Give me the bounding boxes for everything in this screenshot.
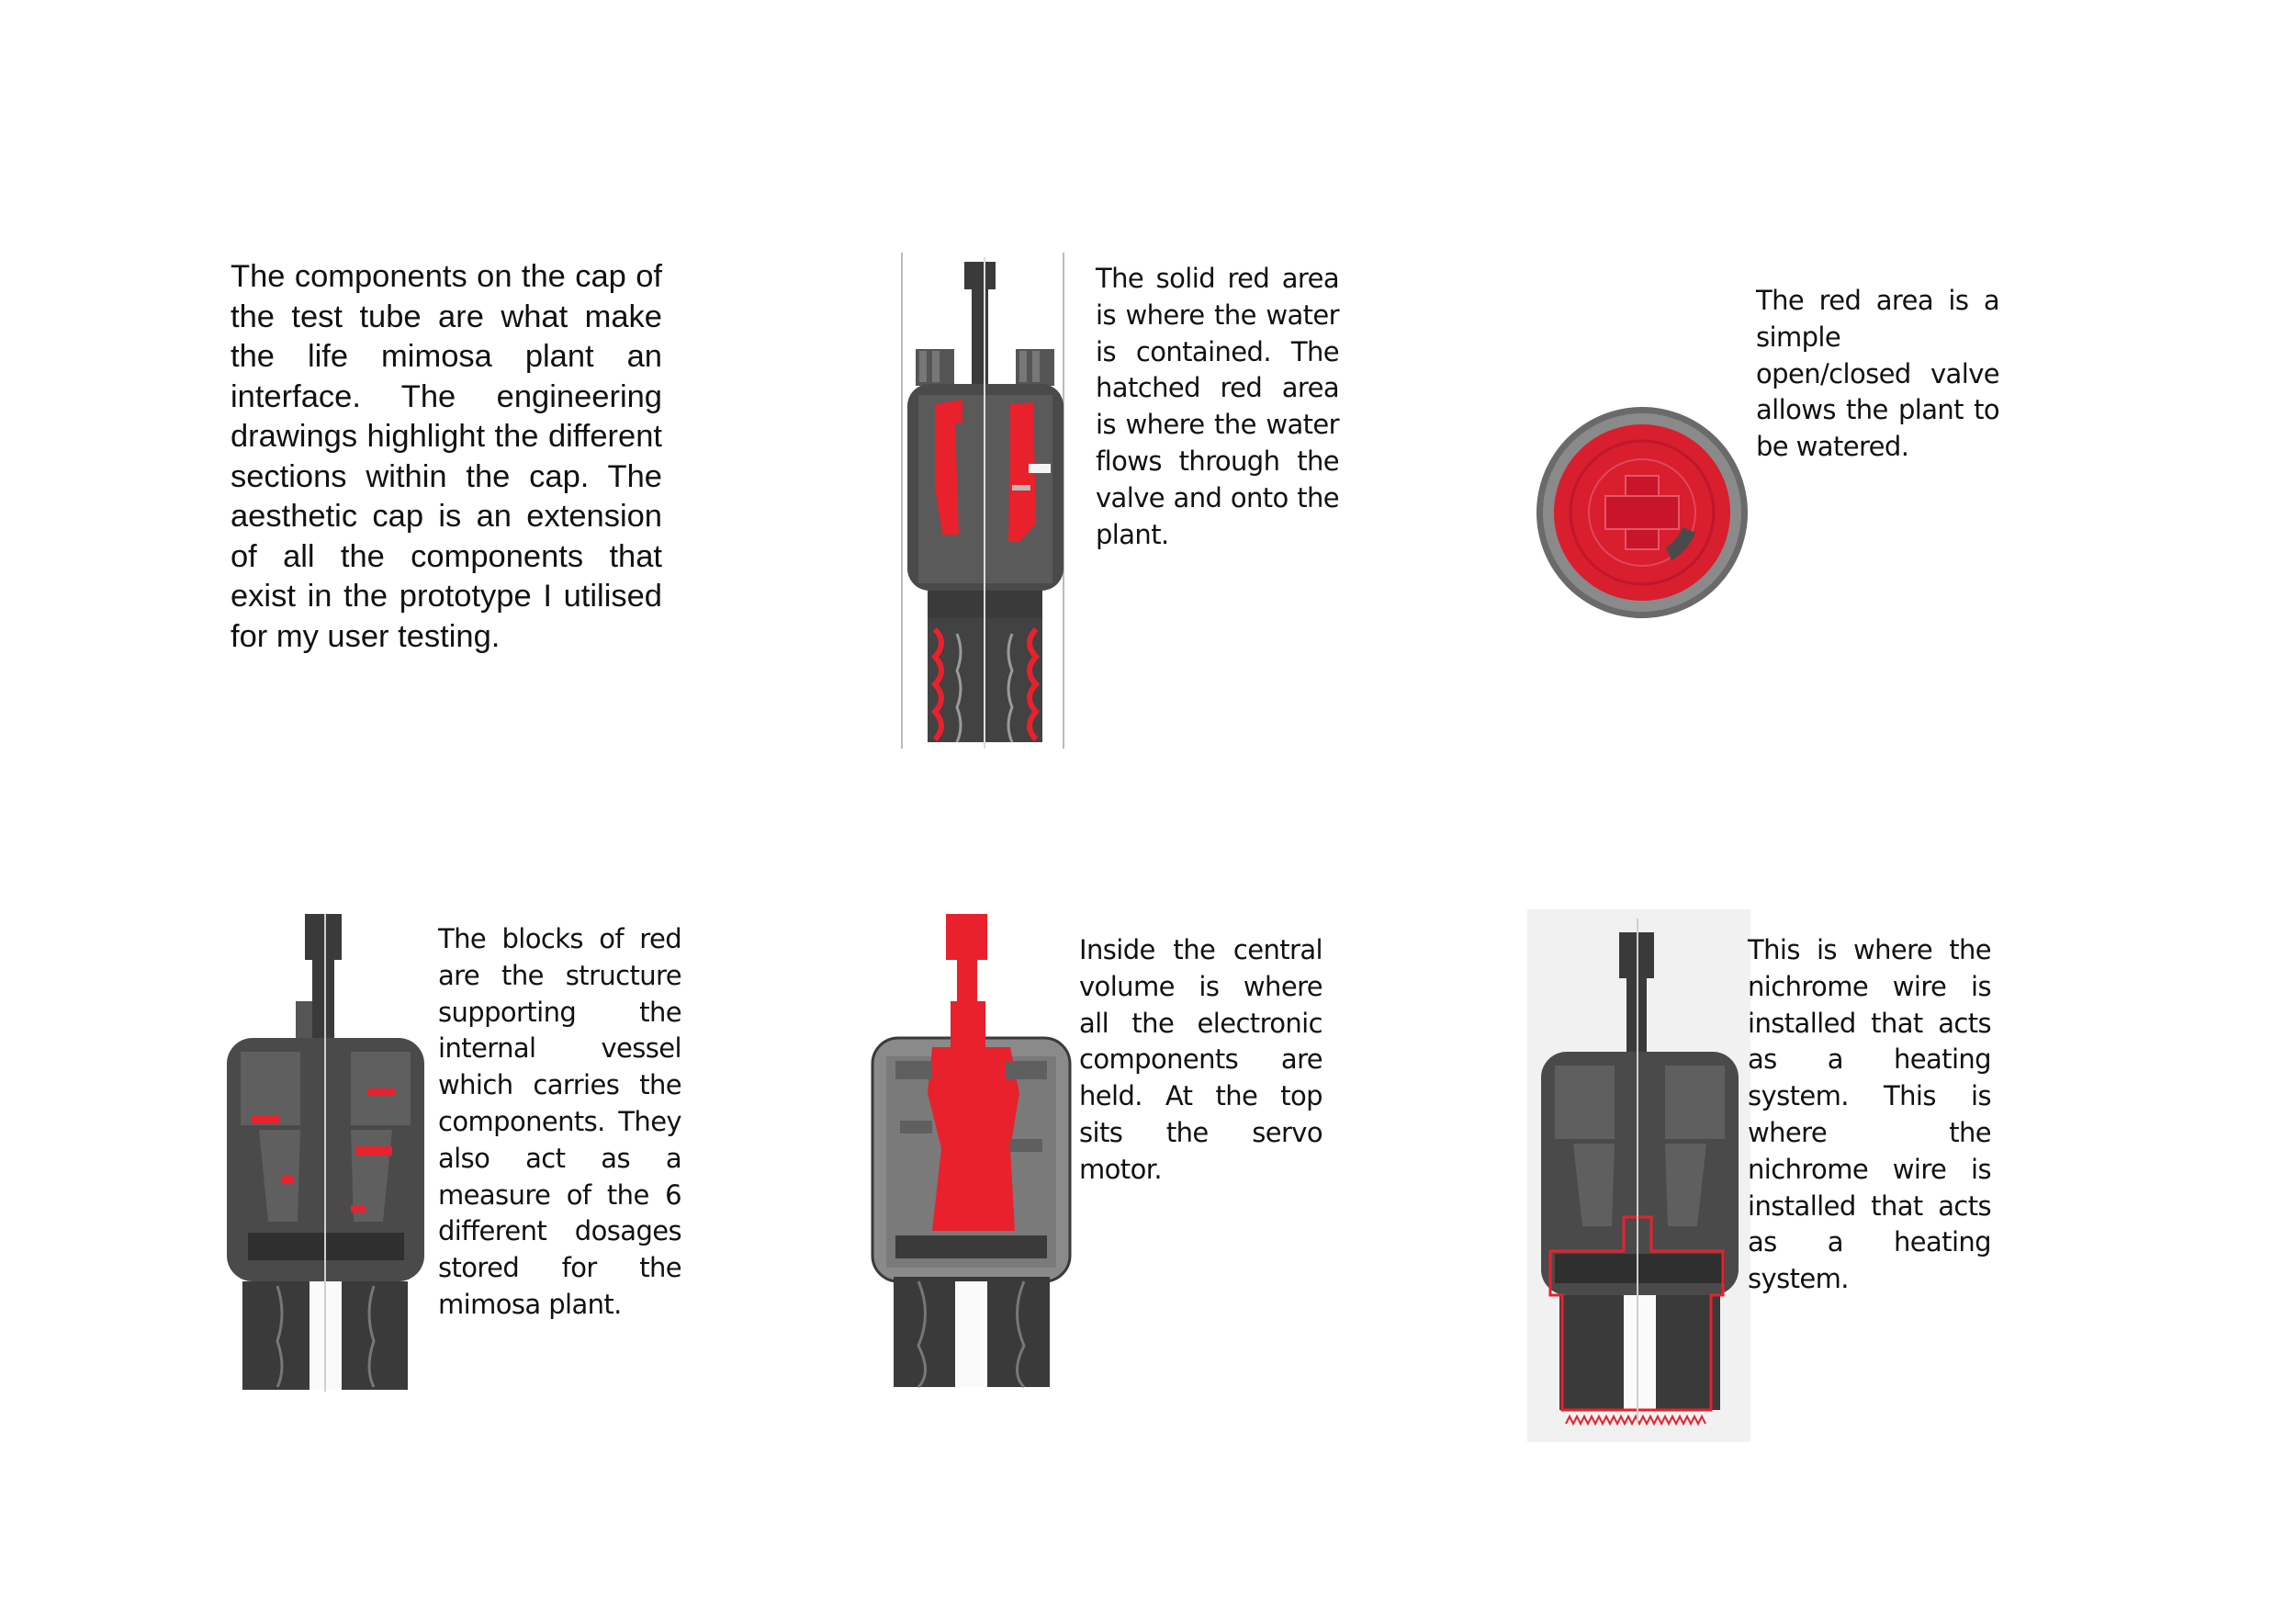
nichrome-heater-section-drawing bbox=[1527, 909, 1750, 1442]
water-reservoir-section-drawing bbox=[891, 248, 1075, 762]
electronics-caption: Inside the central volume is where all the electronic components are held. At the top sits the servo motor. bbox=[1079, 934, 1322, 1185]
valve-caption: The red area is a simple open/closed valve allows the plant to be watered. bbox=[1756, 285, 1999, 463]
electronics-volume-section-drawing bbox=[868, 909, 1075, 1396]
structure-caption: The blocks of red are the structure supporting the internal vessel which carries the components. They also act as a measure of the 6 different dosages stored for the mimosa plant. bbox=[438, 923, 681, 1320]
nichrome-caption: This is where the nichrome wire is installed that acts as a heating system. This is where the nichrome wire is installed that acts as a heating system. bbox=[1748, 934, 1991, 1295]
valve-top-view-drawing bbox=[1534, 404, 1750, 621]
intro-paragraph: The components on the cap of the test tube are what make the life mimosa plant an interface. The engineering drawings highlight the different sections within the cap. The aesthetic cap is an extension of all the components that exist in the prototype I utilised for my user testing. bbox=[231, 259, 662, 654]
structure-blocks-section-drawing bbox=[222, 909, 429, 1396]
water-reservoir-caption: The solid red area is where the water is contained. The hatched red area is where the water flows through the valve and onto the plant. bbox=[1096, 263, 1339, 550]
